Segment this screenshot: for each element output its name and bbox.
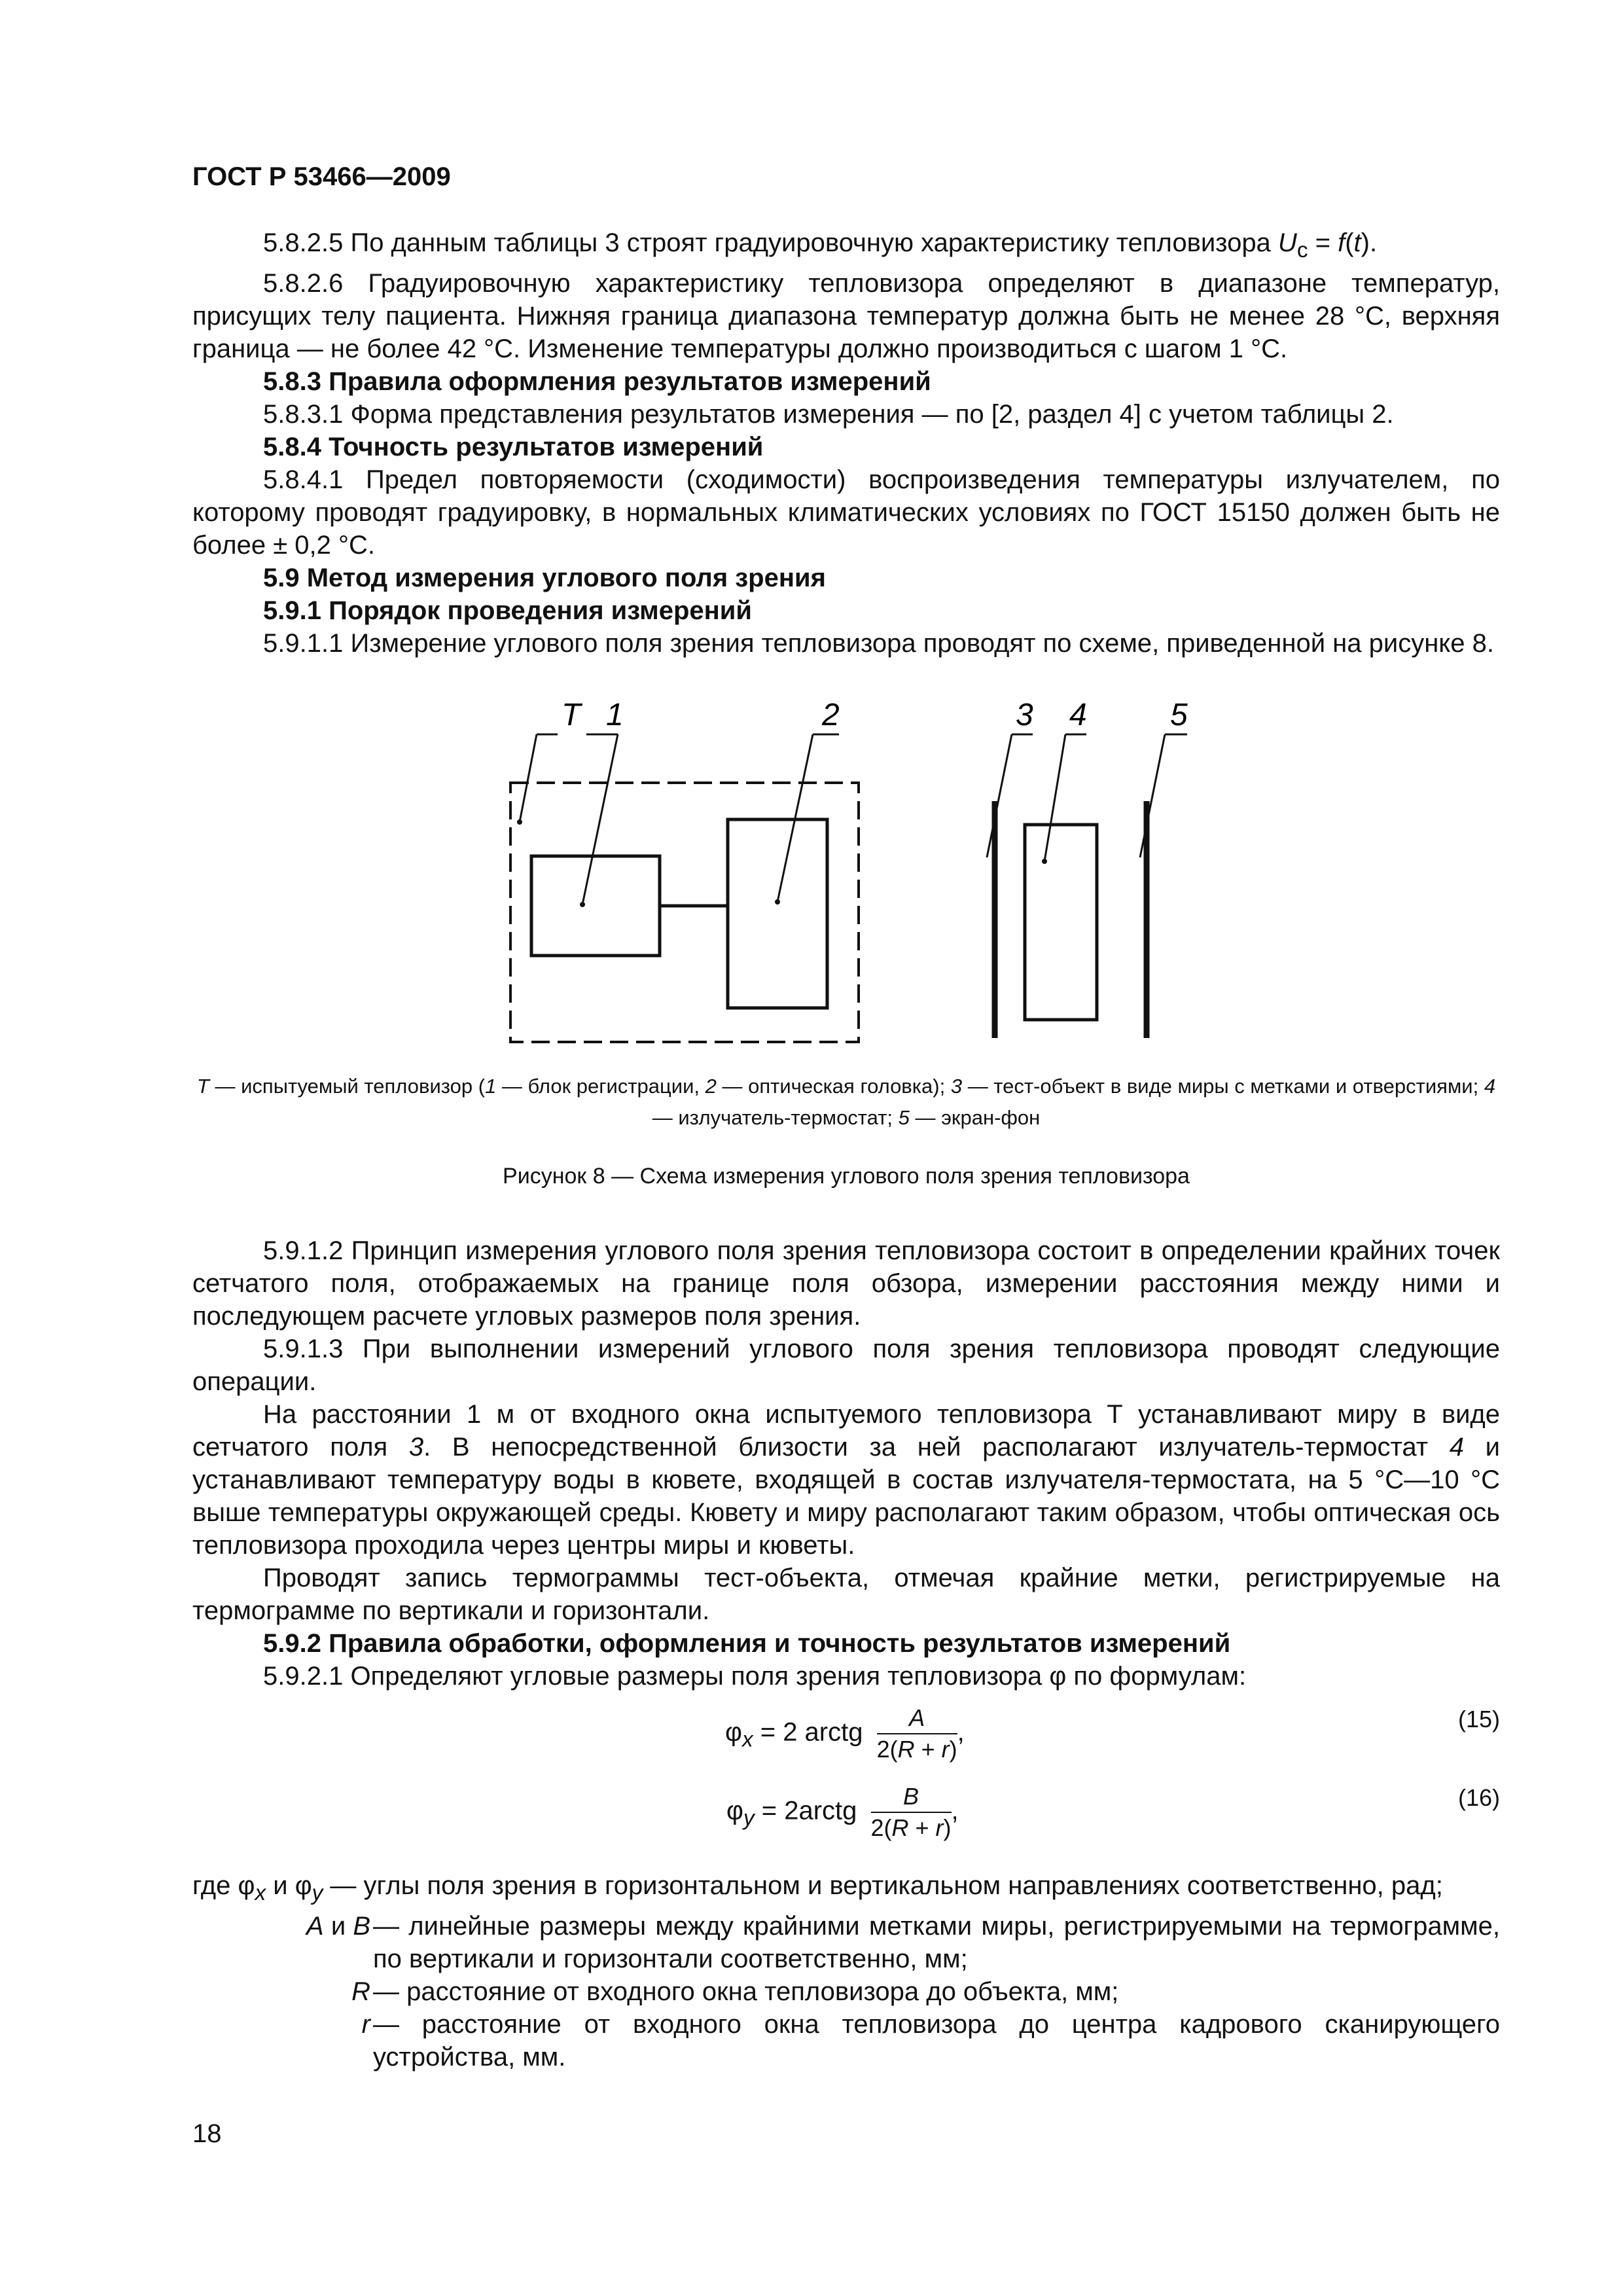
def-r-symbol	[192, 2008, 370, 2041]
where-phi-y: φ	[294, 1871, 312, 1900]
legend-text-2: — блок регистрации,	[496, 1075, 705, 1098]
def-R-symbol	[192, 1975, 370, 2008]
figure-label-5: 5	[1170, 698, 1188, 732]
p1-eq: =	[1308, 228, 1338, 257]
leader-3	[987, 734, 1012, 857]
f16-phi: φ	[726, 1796, 743, 1825]
figure-label-1: 1	[606, 698, 624, 732]
figure-label-3: 3	[1016, 698, 1033, 732]
paragraph-5-8-3-1: 5.8.3.1 Форма представления результатов измерения — по [2, раздел 4] с учетом таблицы 2.	[263, 400, 1394, 429]
leader-2-dot	[775, 899, 780, 905]
paragraph-5-9-1-3: 5.9.1.3 При выполнении измерений углового поля зрения тепловизора проводят следующие операции.	[192, 1335, 1500, 1396]
leader-1-dot	[580, 902, 585, 907]
text-block-top	[192, 226, 1500, 660]
f15-phi: φ	[725, 1717, 742, 1747]
def-R-text: — расстояние от входного окна тепловизора до объекта, мм;	[373, 1977, 1119, 2006]
setup-ref-4: 4	[1449, 1433, 1464, 1462]
leader-T-dot	[517, 819, 522, 825]
legend-sym-T: T	[196, 1075, 209, 1098]
def-r: r	[361, 2010, 370, 2039]
thermal-imager-boundary	[510, 783, 859, 1042]
f15-den-r: r	[941, 1736, 950, 1763]
f16-sub-y: y	[743, 1806, 755, 1831]
legend-text-1: — испытуемый тепловизор (	[209, 1075, 486, 1098]
f15-numerator: A	[877, 1704, 957, 1734]
formula-15-number: (15)	[1457, 1706, 1500, 1732]
paragraph-setup	[192, 1398, 1500, 1562]
p1-var-t: t	[1353, 228, 1361, 257]
legend-text-6: — экран-фон	[909, 1106, 1041, 1129]
legend-sym-5: 5	[898, 1106, 910, 1129]
paragraph-5-9-1-1: 5.9.1.1 Измерение углового поля зрения тепловизора проводят по схеме, приведенной на рисунке 8.	[263, 629, 1494, 658]
setup-text-3: и устанавливают температуру воды в кювете, входящей в состав излучателя-термостата, на 5 °С—10 °С выше температуры окружающей среды. Кювету и миру располагают таким образом, чтобы оптическая ось тепловизора проходила через центры миры и кюветы.	[192, 1433, 1500, 1560]
p1-sub-c: c	[1296, 238, 1308, 262]
formula-16	[726, 1783, 959, 1842]
where-desc-1: — углы поля зрения в горизонтальном и вертикальном направлениях соответственно, рад;	[323, 1871, 1443, 1900]
leader-5	[1140, 734, 1165, 857]
definition-AB	[192, 1910, 1500, 1975]
legend-text-5: — излучатель-термостат;	[652, 1106, 899, 1129]
document-header: ГОСТ Р 53466—2009	[192, 162, 451, 191]
f15-comma: ,	[957, 1717, 965, 1747]
registration-unit-box	[531, 856, 660, 956]
where-and: и	[266, 1871, 295, 1900]
paragraph-recording: Проводят запись термограммы тест-объекта, отмечая крайние метки, регистрируемые на термограмме по вертикали и горизонтали.	[192, 1564, 1500, 1625]
f16-den-R: R	[891, 1814, 909, 1841]
figure-legend	[192, 1071, 1500, 1134]
setup-ref-3: 3	[408, 1433, 424, 1462]
legend-sym-4: 4	[1484, 1075, 1496, 1098]
def-AB-and: и	[323, 1912, 353, 1941]
formula-16-number: (16)	[1457, 1784, 1500, 1811]
definition-R	[192, 1975, 1500, 2008]
legend-sym-1: 1	[485, 1075, 497, 1098]
f16-comma: ,	[951, 1796, 959, 1825]
legend-sym-2: 2	[705, 1075, 717, 1098]
legend-sym-3: 3	[950, 1075, 963, 1098]
p5921-text: 5.9.2.1 Определяют угловые размеры поля зрения тепловизора	[263, 1662, 1050, 1691]
p1-var-f: f	[1338, 228, 1346, 257]
def-A: A	[306, 1912, 324, 1941]
emitter-thermostat-box	[1025, 825, 1097, 1020]
def-B: B	[353, 1912, 370, 1941]
f15-den-pre: 2(	[876, 1736, 898, 1763]
where-sub-x: x	[255, 1881, 266, 1905]
setup-text-2: . В непосредственной близости за ней располагают излучатель-термостат	[423, 1433, 1450, 1462]
leader-1	[582, 734, 618, 905]
f15-eq: = 2 arctg	[753, 1717, 863, 1747]
p1-paren-open: (	[1345, 228, 1354, 257]
definition-phi	[192, 1869, 1500, 1910]
definition-r	[192, 2008, 1500, 2073]
p5921-text-post: по формулам:	[1066, 1662, 1247, 1691]
leader-T	[520, 734, 537, 822]
optical-head-box	[728, 819, 827, 1008]
def-AB-symbol	[192, 1910, 370, 1943]
heading-5-8-4: 5.8.4 Точность результатов измерений	[263, 433, 764, 461]
f15-den-plus: +	[914, 1736, 942, 1763]
f16-numerator: B	[871, 1783, 952, 1813]
f16-den-post: )	[943, 1814, 952, 1841]
heading-5-9-1: 5.9.1 Порядок проведения измерений	[263, 596, 752, 625]
f16-eq: = 2arctg	[754, 1796, 857, 1825]
page-number: 18	[192, 2119, 222, 2148]
p1-var-u: U	[1277, 228, 1297, 257]
leader-4-dot	[1042, 859, 1047, 864]
paragraph-5-8-2-5	[192, 226, 1500, 267]
paragraph-5-8-4-1: 5.8.4.1 Предел повторяемости (сходимости) воспроизведения температуры излучателем, по которому проводят градуировку, в нормальных климатических условиях по ГОСТ 15150 должен быть не более ± 0,2 °С.	[192, 465, 1500, 560]
paragraph-5-9-2-1	[192, 1660, 1500, 1693]
def-R: R	[351, 1977, 370, 2006]
where-gde: где	[192, 1871, 238, 1900]
f15-denominator	[877, 1734, 957, 1763]
figure-label-4: 4	[1069, 698, 1087, 732]
legend-text-3: — оптическая головка);	[716, 1075, 951, 1098]
figure-label-T: T	[562, 698, 581, 732]
f16-fraction	[871, 1783, 952, 1842]
f16-den-pre: 2(	[870, 1814, 892, 1841]
heading-5-8-3: 5.8.3 Правила оформления результатов измерений	[263, 367, 931, 396]
setup-text-1: На расстоянии 1 м от входного окна испытуемого тепловизора Т устанавливают миру в виде сетчатого поля	[192, 1400, 1500, 1462]
definitions-list	[192, 1869, 1500, 2073]
leader-4	[1044, 734, 1065, 861]
f16-denominator	[871, 1813, 952, 1842]
f15-fraction	[877, 1704, 957, 1763]
def-AB-text: — линейные размеры между крайними метками миры, регистрируемыми на термограмме, по вертикали и горизонтали соответственно, мм;	[373, 1912, 1500, 1973]
f15-den-post: )	[949, 1736, 957, 1763]
figure-caption: Рисунок 8 — Схема измерения углового поля зрения тепловизора	[503, 1164, 1190, 1189]
p1-paren-close: ).	[1361, 228, 1378, 257]
def-r-text: — расстояние от входного окна тепловизора до центра кадрового сканирующего устройства, мм.	[373, 2010, 1500, 2072]
f16-den-r: r	[935, 1814, 944, 1841]
paragraph-5-8-2-6: 5.8.2.6 Градуировочную характеристику тепловизора определяют в диапазоне температур, присущих телу пациента. Нижняя граница диапазона температур должна быть не менее 28 °С, верхняя граница — не более 42 °С. Изменение температуры должно производиться с шагом 1 °С.	[192, 269, 1500, 363]
text-block-bottom	[192, 1234, 1500, 1693]
where-phi-x: φ	[238, 1871, 255, 1900]
formula-15	[725, 1704, 965, 1763]
p5921-phi: φ	[1049, 1662, 1067, 1691]
where-sub-y: y	[312, 1881, 323, 1905]
f15-sub-x: x	[741, 1727, 753, 1752]
legend-text-4: — тест-объект в виде миры с метками и отверстиями;	[962, 1075, 1484, 1098]
paragraph-5-9-1-2: 5.9.1.2 Принцип измерения углового поля зрения тепловизора состоит в определении крайних точек сетчатого поля, отображаемых на границе поля обзора, измерении расстояния между ними и последующем расчете угловых размеров поля зрения.	[192, 1236, 1500, 1331]
heading-5-9-2: 5.9.2 Правила обработки, оформления и точность результатов измерений	[263, 1629, 1231, 1658]
heading-5-9: 5.9 Метод измерения углового поля зрения	[263, 564, 826, 592]
f15-den-R: R	[897, 1736, 915, 1763]
figure-8-diagram	[458, 689, 1243, 1055]
p1-text: 5.8.2.5 По данным таблицы 3 строят градуировочную характеристику тепловизора	[263, 228, 1278, 257]
f16-den-plus: +	[908, 1814, 936, 1841]
figure-label-2: 2	[822, 698, 840, 732]
